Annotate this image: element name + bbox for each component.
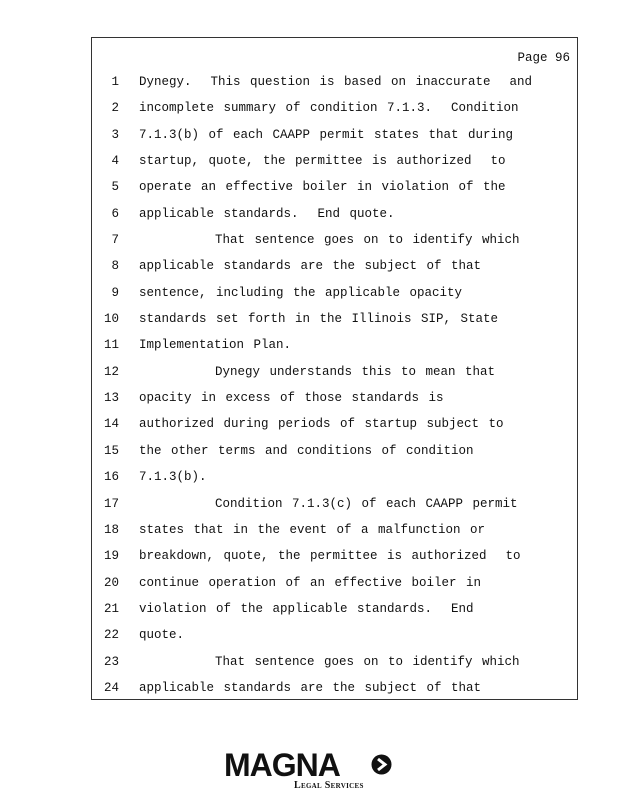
line-number: 3 bbox=[111, 127, 119, 142]
line-number: 5 bbox=[111, 180, 119, 195]
line-number: 18 bbox=[103, 522, 119, 537]
line-number: 15 bbox=[103, 443, 119, 458]
transcript-line bbox=[92, 652, 577, 678]
line-text: operate an effective boiler in violation of the bbox=[139, 180, 506, 195]
line-text: 7.1.3(b) of each CAAPP permit states that during bbox=[139, 127, 514, 142]
transcript-line bbox=[92, 98, 577, 124]
logo-subtitle: Legal Services bbox=[294, 780, 364, 791]
transcript-line bbox=[92, 230, 577, 256]
line-text: continue operation of an effective boiler in bbox=[139, 575, 482, 590]
transcript-line bbox=[92, 309, 577, 335]
transcript-line bbox=[92, 256, 577, 282]
line-number: 17 bbox=[103, 496, 119, 511]
line-text: incomplete summary of condition 7.1.3. Condition bbox=[139, 101, 519, 116]
line-text: Condition 7.1.3(c) of each CAAPP permit bbox=[139, 496, 518, 511]
line-number: 20 bbox=[103, 575, 119, 590]
transcript-line bbox=[92, 599, 577, 625]
line-number: 2 bbox=[111, 101, 119, 116]
transcript-line bbox=[92, 520, 577, 546]
line-text: Dynegy. This question is based on inaccurate and bbox=[139, 75, 533, 89]
line-number: 6 bbox=[111, 206, 119, 221]
line-number: 9 bbox=[111, 285, 119, 300]
logo-wordmark: MAGNA bbox=[224, 747, 340, 783]
line-text: applicable standards. End quote. bbox=[139, 206, 395, 221]
line-number: 1 bbox=[111, 75, 119, 89]
line-text: That sentence goes on to identify which bbox=[139, 654, 520, 669]
transcript-line bbox=[92, 678, 577, 704]
transcript-line bbox=[92, 204, 577, 230]
transcript-line bbox=[92, 362, 577, 388]
line-text: Dynegy understands this to mean that bbox=[139, 364, 496, 379]
transcript-line bbox=[92, 467, 577, 493]
transcript-lines bbox=[92, 72, 577, 704]
transcript-line bbox=[92, 573, 577, 599]
transcript-line bbox=[92, 441, 577, 467]
transcript-line bbox=[92, 283, 577, 309]
line-number: 12 bbox=[103, 364, 119, 379]
line-text: sentence, including the applicable opacity bbox=[139, 285, 463, 300]
arrow-circle-icon bbox=[371, 754, 392, 775]
transcript-line bbox=[92, 494, 577, 520]
transcript-line bbox=[92, 177, 577, 203]
page-number: Page 96 bbox=[517, 51, 570, 65]
line-number: 14 bbox=[103, 417, 119, 432]
transcript-line bbox=[92, 125, 577, 151]
line-number: 7 bbox=[111, 233, 119, 248]
transcript-line bbox=[92, 72, 577, 98]
line-text: 7.1.3(b). bbox=[139, 470, 207, 485]
line-number: 13 bbox=[103, 391, 119, 406]
line-text: authorized during periods of startup subject to bbox=[139, 417, 504, 432]
line-text: the other terms and conditions of condition bbox=[139, 443, 474, 458]
line-number: 16 bbox=[103, 470, 119, 485]
line-number: 24 bbox=[103, 680, 119, 695]
transcript-line bbox=[92, 546, 577, 572]
transcript-line bbox=[92, 625, 577, 651]
line-text: breakdown, quote, the permittee is authorized to bbox=[139, 549, 521, 564]
line-number: 10 bbox=[103, 312, 119, 327]
line-number: 23 bbox=[103, 654, 119, 669]
transcript-line bbox=[92, 151, 577, 177]
line-text: Implementation Plan. bbox=[139, 338, 292, 353]
line-text: That sentence goes on to identify which bbox=[139, 233, 520, 248]
transcript-line bbox=[92, 414, 577, 440]
transcript-line bbox=[92, 388, 577, 414]
transcript-page bbox=[91, 37, 578, 700]
line-text: opacity in excess of those standards is bbox=[139, 391, 444, 406]
line-text: applicable standards are the subject of that bbox=[139, 259, 482, 274]
line-number: 8 bbox=[111, 259, 119, 274]
line-number: 21 bbox=[103, 601, 119, 616]
transcript-line bbox=[92, 335, 577, 361]
line-number: 19 bbox=[103, 549, 119, 564]
line-text: violation of the applicable standards. End bbox=[139, 601, 474, 616]
line-text: quote. bbox=[139, 628, 185, 643]
line-text: startup, quote, the permittee is authorized to bbox=[139, 154, 506, 169]
line-number: 4 bbox=[111, 154, 119, 169]
line-number: 11 bbox=[103, 338, 119, 353]
line-number: 22 bbox=[103, 628, 119, 643]
line-text: applicable standards are the subject of that bbox=[139, 680, 482, 695]
line-text: standards set forth in the Illinois SIP, State bbox=[139, 312, 499, 327]
magna-logo bbox=[224, 748, 394, 792]
line-text: states that in the event of a malfunction or bbox=[139, 522, 486, 537]
